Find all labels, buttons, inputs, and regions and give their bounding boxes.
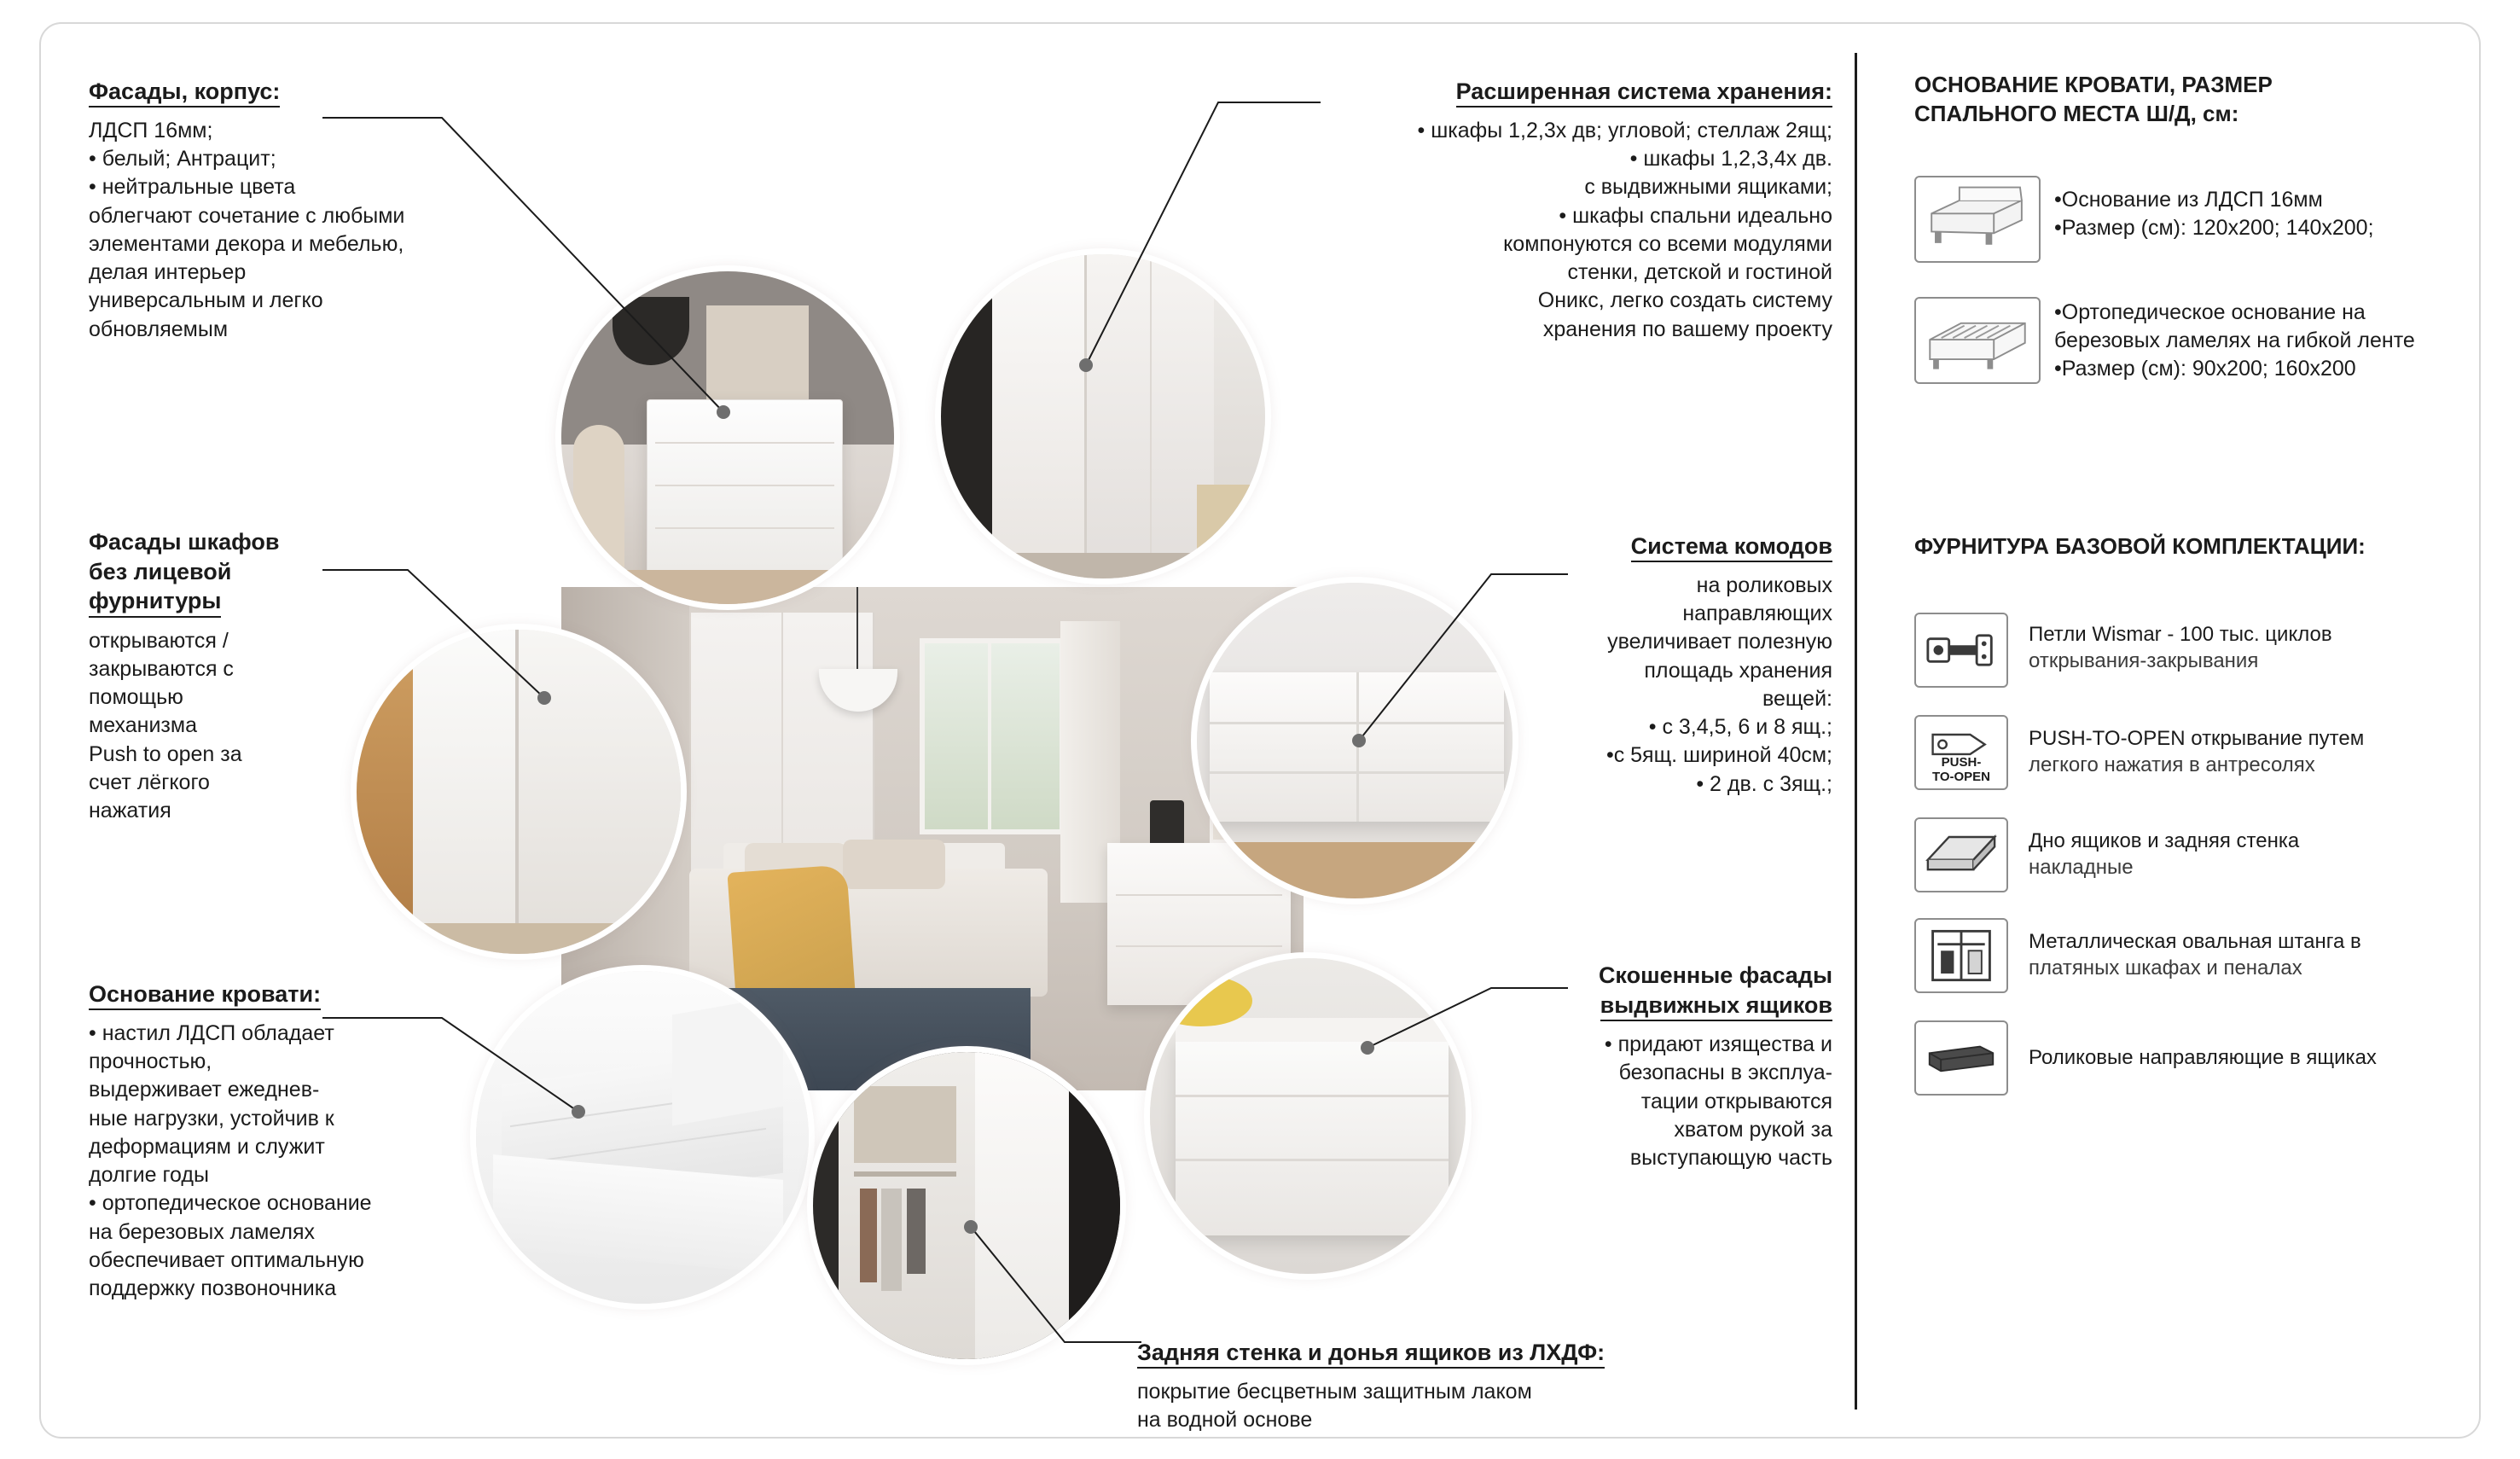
hardware-desc: 100 тыс. циклов bbox=[2174, 623, 2332, 646]
block-back-wall bbox=[1137, 1338, 1785, 1434]
line: делая интерьер bbox=[89, 260, 247, 285]
line: • ортопедическое основание bbox=[89, 1191, 372, 1216]
line: увеличивает полезную bbox=[1607, 630, 1832, 654]
roller-slide-icon bbox=[1914, 1020, 2008, 1096]
drawer-bottom-icon bbox=[1914, 817, 2008, 892]
block-storage-system bbox=[1244, 77, 1832, 344]
block-title: Фасады, корпус: bbox=[89, 78, 280, 108]
line: •с 5ящ. шириной 40см; bbox=[1605, 743, 1832, 768]
line: долгие годы bbox=[89, 1163, 209, 1188]
block-beveled-facades bbox=[1457, 961, 1832, 1172]
line: помощью bbox=[89, 685, 183, 710]
line: облегчают сочетание с любыми bbox=[89, 203, 405, 228]
block-commode-system bbox=[1457, 532, 1832, 799]
wardrobe-rail-icon bbox=[1914, 918, 2008, 993]
line: обеспечивает оптимальную bbox=[89, 1247, 364, 1272]
line: Оникс, легко создать систему bbox=[1537, 288, 1832, 313]
block-title: Расширенная система хранения: bbox=[1456, 78, 1832, 108]
infographic-page bbox=[39, 22, 2481, 1439]
drawer-bottom-text bbox=[2029, 828, 2506, 881]
photo-wardrobe-doors bbox=[357, 630, 681, 954]
hardware-desc: открывание путем bbox=[2185, 727, 2365, 750]
line: • шкафы 1,2,3х дв; угловой; стеллаж 2ящ; bbox=[1417, 118, 1832, 142]
line: на роликовых bbox=[1696, 573, 1832, 597]
photo-corner-wardrobe bbox=[941, 254, 1265, 578]
photo-nightstand bbox=[1150, 958, 1466, 1274]
hardware-name: Дно ящиков и задняя стенка bbox=[2029, 829, 2300, 852]
hardware-name: Петли Wismar - bbox=[2029, 623, 2175, 646]
line: ные нагрузки, устойчив к bbox=[89, 1106, 334, 1131]
bed-panel-icon bbox=[1914, 176, 2041, 263]
line: • нейтральные цвета bbox=[89, 175, 296, 200]
hardware-title bbox=[1914, 532, 2494, 561]
line: • настил ЛДСП обладает bbox=[89, 1020, 334, 1045]
line: • придают изящества и bbox=[1604, 1032, 1832, 1057]
line: механизма bbox=[89, 713, 197, 738]
line: прочностью, bbox=[89, 1049, 212, 1074]
bed-slats-icon bbox=[1914, 297, 2041, 384]
bed-panel-text bbox=[2054, 186, 2481, 242]
line: •Размер (см): 120х200; 140х200; bbox=[2054, 216, 2374, 240]
line: покрытие бесцветным защитным лаком bbox=[1137, 1379, 1532, 1404]
hardware-name: Роликовые направляющие bbox=[2029, 1046, 2285, 1069]
photo-bed-base bbox=[476, 971, 809, 1304]
wardrobe-rail-text bbox=[2029, 928, 2506, 981]
line: хватом рукой за bbox=[1674, 1117, 1832, 1142]
block-facades-corpus bbox=[89, 77, 456, 344]
line: направляющих bbox=[1682, 602, 1832, 626]
title-line: ФУРНИТУРА БАЗОВОЙ КОМПЛЕКТАЦИИ: bbox=[1914, 533, 2366, 559]
hardware-desc2: платяных шкафах и пеналах bbox=[2029, 956, 2302, 980]
line: деформациям и служит bbox=[89, 1134, 325, 1159]
line: • шкафы спальни идеально bbox=[1559, 203, 1832, 228]
block-title-line: выдвижных ящиков bbox=[1600, 991, 1832, 1022]
line: • шкафы 1,2,3,4х дв. bbox=[1629, 147, 1832, 171]
hinge-text bbox=[2029, 621, 2489, 674]
line: закрываются с bbox=[89, 656, 234, 681]
block-title-line: без лицевой bbox=[89, 558, 232, 584]
bed-slats-text bbox=[2054, 299, 2481, 383]
block-facades-no-handles bbox=[89, 527, 379, 825]
push-label-line: PUSH- bbox=[1941, 755, 1982, 770]
line: Push to open за bbox=[89, 741, 242, 766]
line: тации открываются bbox=[1640, 1089, 1832, 1113]
line: открываются / bbox=[89, 628, 229, 653]
line: выступающую часть bbox=[1629, 1146, 1832, 1171]
line: нажатия bbox=[89, 799, 171, 823]
line: обновляемым bbox=[89, 317, 229, 341]
block-title: Задняя стенка и донья ящиков из ЛХДФ: bbox=[1137, 1340, 1605, 1369]
hardware-desc2: открывания-закрывания bbox=[2029, 649, 2259, 673]
block-title-line: Скошенные фасады bbox=[1598, 962, 1832, 988]
line: • 2 дв. с 3ящ.; bbox=[1696, 771, 1832, 796]
line: на водной основе bbox=[1137, 1408, 1313, 1433]
photo-chest-of-drawers bbox=[561, 271, 894, 604]
line: ЛДСП 16мм; bbox=[89, 118, 213, 142]
line: •Основание из ЛДСП 16мм bbox=[2054, 188, 2323, 212]
hardware-name: PUSH-TO-OPEN bbox=[2029, 727, 2186, 750]
line: • белый; Антрацит; bbox=[89, 147, 276, 171]
column-divider bbox=[1855, 53, 1857, 1410]
bed-base-spec-title bbox=[1914, 71, 2460, 129]
block-title-line: фурнитуры bbox=[89, 586, 221, 618]
line: счет лёгкого bbox=[89, 770, 210, 794]
hardware-desc: в bbox=[2344, 930, 2361, 953]
line: вещей: bbox=[1762, 686, 1832, 711]
block-title-line: Фасады шкафов bbox=[89, 529, 280, 555]
line: поддержку позвоночника bbox=[89, 1276, 337, 1301]
block-title: Основание кровати: bbox=[89, 981, 321, 1010]
hinge-icon bbox=[1914, 613, 2008, 688]
title-line: СПАЛЬНОГО МЕСТА Ш/Д, см: bbox=[1914, 100, 2239, 126]
line: выдерживает ежеднев- bbox=[89, 1078, 320, 1102]
hardware-desc: в ящиках bbox=[2284, 1046, 2377, 1069]
hardware-desc2: накладные bbox=[2029, 856, 2134, 880]
line: с выдвижными ящиками; bbox=[1584, 175, 1832, 200]
line: стенки, детской и гостиной bbox=[1567, 260, 1832, 285]
hardware-name: Металлическая овальная штанга bbox=[2029, 930, 2345, 953]
push-to-open-icon bbox=[1914, 715, 2008, 790]
line: на березовых ламелях bbox=[89, 1219, 316, 1244]
roller-slide-text bbox=[2029, 1044, 2506, 1071]
hardware-desc2: легкого нажатия в антресолях bbox=[2029, 753, 2315, 777]
block-title: Система комодов bbox=[1631, 533, 1832, 562]
push-label-line: TO-OPEN bbox=[1931, 769, 1991, 784]
line: элементами декора и мебелью, bbox=[89, 231, 404, 256]
line: березовых ламелях на гибкой ленте bbox=[2054, 328, 2415, 352]
line: площадь хранения bbox=[1644, 658, 1832, 683]
title-line: ОСНОВАНИЕ КРОВАТИ, РАЗМЕР bbox=[1914, 72, 2273, 97]
line: компонуются со всеми модулями bbox=[1503, 231, 1832, 256]
line: универсальным и легко bbox=[89, 288, 323, 313]
line: • с 3,4,5, 6 и 8 ящ.; bbox=[1648, 715, 1832, 740]
push-to-open-text bbox=[2029, 725, 2506, 778]
line: хранения по вашему проекту bbox=[1542, 317, 1832, 341]
line: безопасны в эксплуа- bbox=[1618, 1061, 1832, 1085]
block-bed-base bbox=[89, 979, 490, 1303]
photo-open-wardrobe bbox=[813, 1052, 1120, 1359]
line: •Размер (см): 90х200; 160х200 bbox=[2054, 357, 2356, 381]
line: •Ортопедическое основание на bbox=[2054, 300, 2366, 324]
